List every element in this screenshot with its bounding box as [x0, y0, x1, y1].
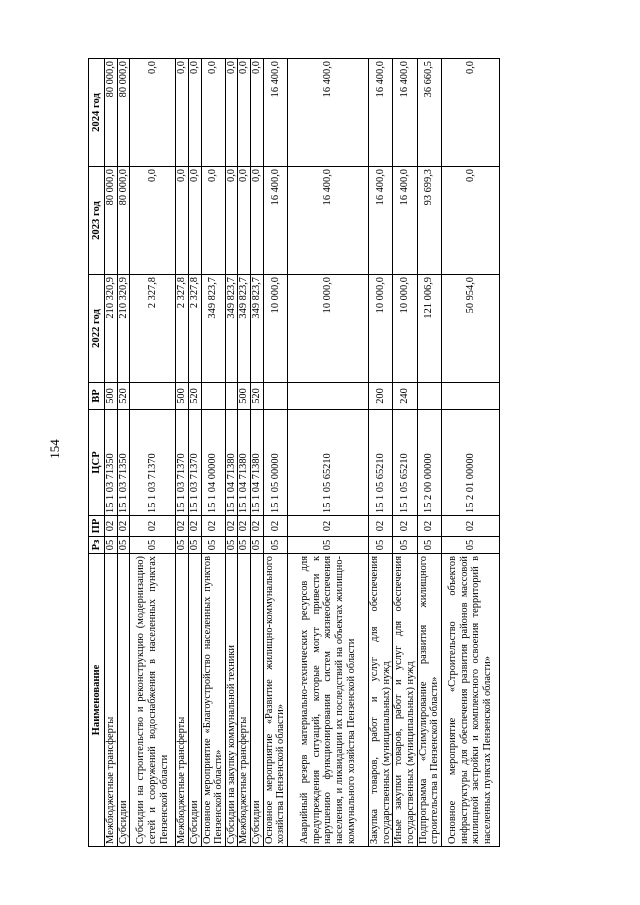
row-csr: 15 1 04 71380	[238, 410, 251, 516]
row-name: Подпрограмма «Стимулирование развития жилищного строительства в Пензенской области»	[417, 554, 441, 847]
row-2022: 349 823,7	[201, 275, 225, 383]
row-2022: 210 320,9	[105, 275, 118, 383]
row-csr: 15 1 03 71370	[188, 410, 201, 516]
row-rz: 05	[105, 537, 118, 554]
row-pr: 02	[263, 516, 287, 537]
rotated-table-container	[88, 59, 500, 847]
row-vr	[263, 383, 287, 410]
header-2023: 2023 год	[89, 167, 105, 275]
row-2024: 16 400,0	[263, 59, 287, 167]
table-row	[238, 59, 251, 847]
table-header-row	[89, 59, 105, 847]
header-csr: ЦСР	[89, 410, 105, 516]
row-name: Основное мероприятие «Строительство объектов инфраструктуры для обеспечения развития районов массовой жилищной застройки и комплексного освоения территорий в населенных пунктах Пензенской области»	[441, 554, 499, 847]
row-csr: 15 2 00 00000	[417, 410, 441, 516]
row-2022: 2 327,8	[188, 275, 201, 383]
row-pr: 02	[188, 516, 201, 537]
row-2022: 10 000,0	[369, 275, 393, 383]
row-rz: 05	[130, 537, 176, 554]
row-rz: 05	[176, 537, 189, 554]
row-csr: 15 1 03 71350	[105, 410, 118, 516]
row-rz: 05	[441, 537, 499, 554]
row-rz: 05	[201, 537, 225, 554]
row-name: Межбюджетные трансферты	[105, 554, 118, 847]
row-csr: 15 1 05 65210	[393, 410, 417, 516]
row-2023: 93 699,3	[417, 167, 441, 275]
row-csr: 15 1 04 00000	[201, 410, 225, 516]
row-2022: 10 000,0	[393, 275, 417, 383]
row-pr: 02	[105, 516, 118, 537]
row-rz: 05	[417, 537, 441, 554]
row-2023: 16 400,0	[369, 167, 393, 275]
row-2023: 80 000,0	[105, 167, 118, 275]
table-row	[130, 59, 176, 847]
row-2024: 0,0	[441, 59, 499, 167]
row-2023: 0,0	[251, 167, 264, 275]
table-body	[105, 59, 500, 847]
row-rz: 05	[251, 537, 264, 554]
row-name: Основное мероприятие «Развитие жилищно-коммунального хозяйства Пензенской области»	[263, 554, 287, 847]
row-vr: 240	[393, 383, 417, 410]
row-pr: 02	[117, 516, 130, 537]
row-2023: 0,0	[225, 167, 238, 275]
table-row	[188, 59, 201, 847]
header-2024: 2024 год	[89, 59, 105, 167]
table-row	[201, 59, 225, 847]
row-vr	[201, 383, 225, 410]
row-csr: 15 1 03 71350	[117, 410, 130, 516]
row-2024: 80 000,0	[117, 59, 130, 167]
row-pr: 02	[417, 516, 441, 537]
row-2024: 0,0	[130, 59, 176, 167]
row-name: Субсидии	[251, 554, 264, 847]
row-pr: 02	[393, 516, 417, 537]
row-2022: 210 320,9	[117, 275, 130, 383]
row-name: Межбюджетные трансферты	[238, 554, 251, 847]
row-pr: 02	[369, 516, 393, 537]
row-rz: 05	[225, 537, 238, 554]
row-2024: 0,0	[238, 59, 251, 167]
row-csr: 15 1 03 71370	[176, 410, 189, 516]
row-vr: 520	[117, 383, 130, 410]
row-csr: 15 2 01 00000	[441, 410, 499, 516]
table-row	[251, 59, 264, 847]
row-2024: 16 400,0	[369, 59, 393, 167]
header-name: Наименование	[89, 554, 105, 847]
row-rz: 05	[393, 537, 417, 554]
row-2024: 80 000,0	[105, 59, 118, 167]
table-row	[369, 59, 393, 847]
row-2023: 0,0	[188, 167, 201, 275]
budget-table	[88, 58, 500, 847]
row-rz: 05	[369, 537, 393, 554]
row-name: Субсидии на строительство и реконструкцию (модернизацию) сетей и сооружений водоснабжения в населенных пунктах Пензенской области	[130, 554, 176, 847]
row-csr: 15 1 05 00000	[263, 410, 287, 516]
row-2023: 16 400,0	[263, 167, 287, 275]
row-vr: 500	[176, 383, 189, 410]
row-csr: 15 1 04 71380	[225, 410, 238, 516]
page-number: 154	[47, 439, 62, 459]
row-2022: 349 823,7	[238, 275, 251, 383]
row-pr: 02	[251, 516, 264, 537]
row-pr: 02	[441, 516, 499, 537]
table-row	[417, 59, 441, 847]
row-2024: 0,0	[188, 59, 201, 167]
row-2023: 16 400,0	[393, 167, 417, 275]
row-pr: 02	[201, 516, 225, 537]
row-name: Иные закупки товаров, работ и услуг для обеспечения государственных (муниципальных) нужд	[393, 554, 417, 847]
row-name: Субсидии	[188, 554, 201, 847]
row-vr: 520	[251, 383, 264, 410]
row-name: Субсидии	[117, 554, 130, 847]
row-name: Закупка товаров, работ и услуг для обеспечения государственных (муниципальных) нужд	[369, 554, 393, 847]
row-name: Аварийный резерв материально-технических ресурсов для предупреждения ситуаций, которые могут привести к нарушению функционирования систем жизнеобеспечения населения, и ликвидации их последствий на объектах жилищно-коммунального хозяйства Пензенской области	[288, 554, 369, 847]
row-rz: 05	[188, 537, 201, 554]
row-2023: 16 400,0	[288, 167, 369, 275]
row-rz: 05	[288, 537, 369, 554]
row-2022: 2 327,8	[130, 275, 176, 383]
row-2023: 0,0	[176, 167, 189, 275]
row-vr	[441, 383, 499, 410]
row-vr	[130, 383, 176, 410]
table-row	[105, 59, 118, 847]
row-name: Межбюджетные трансферты	[176, 554, 189, 847]
row-2024: 0,0	[176, 59, 189, 167]
row-vr	[417, 383, 441, 410]
row-pr: 02	[130, 516, 176, 537]
row-rz: 05	[263, 537, 287, 554]
header-2022: 2022 год	[89, 275, 105, 383]
row-pr: 02	[238, 516, 251, 537]
header-pr: ПР	[89, 516, 105, 537]
row-rz: 05	[238, 537, 251, 554]
row-csr: 15 1 04 71380	[251, 410, 264, 516]
header-vr: ВР	[89, 383, 105, 410]
row-2024: 0,0	[225, 59, 238, 167]
row-vr: 500	[105, 383, 118, 410]
row-2024: 0,0	[201, 59, 225, 167]
row-2024: 0,0	[251, 59, 264, 167]
row-name: Основное мероприятие «Благоустройство населенных пунктов Пензенской области»	[201, 554, 225, 847]
row-2022: 10 000,0	[263, 275, 287, 383]
row-2022: 50 954,0	[441, 275, 499, 383]
table-row	[225, 59, 238, 847]
row-2023: 0,0	[441, 167, 499, 275]
table-row	[176, 59, 189, 847]
row-2023: 0,0	[130, 167, 176, 275]
row-csr: 15 1 03 71370	[130, 410, 176, 516]
row-name: Субсидии на закупку коммунальной техники	[225, 554, 238, 847]
row-2024: 16 400,0	[288, 59, 369, 167]
table-row	[263, 59, 287, 847]
row-2022: 10 000,0	[288, 275, 369, 383]
row-2023: 0,0	[238, 167, 251, 275]
table-row	[441, 59, 499, 847]
row-pr: 02	[288, 516, 369, 537]
row-2024: 16 400,0	[393, 59, 417, 167]
row-rz: 05	[117, 537, 130, 554]
table-row	[393, 59, 417, 847]
row-csr: 15 1 05 65210	[288, 410, 369, 516]
row-csr: 15 1 05 65210	[369, 410, 393, 516]
table-row	[117, 59, 130, 847]
row-2022: 349 823,7	[251, 275, 264, 383]
row-vr: 200	[369, 383, 393, 410]
row-2023: 0,0	[201, 167, 225, 275]
row-vr	[288, 383, 369, 410]
row-2023: 80 000,0	[117, 167, 130, 275]
row-vr: 500	[238, 383, 251, 410]
row-2022: 349 823,7	[225, 275, 238, 383]
table-row	[288, 59, 369, 847]
row-2024: 36 660,5	[417, 59, 441, 167]
row-vr: 520	[188, 383, 201, 410]
row-pr: 02	[225, 516, 238, 537]
row-2022: 121 006,9	[417, 275, 441, 383]
header-rz: Рз	[89, 537, 105, 554]
row-pr: 02	[176, 516, 189, 537]
row-vr	[225, 383, 238, 410]
row-2022: 2 327,8	[176, 275, 189, 383]
